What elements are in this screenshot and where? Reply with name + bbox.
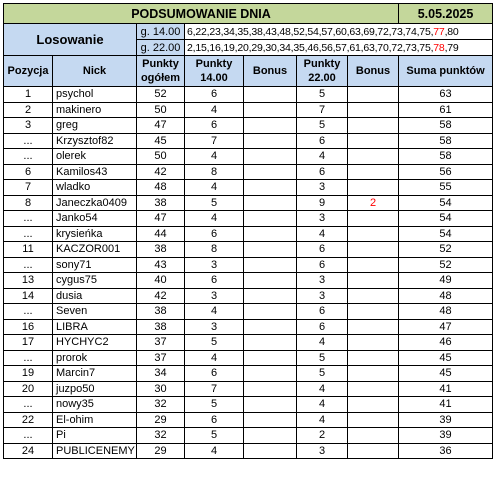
sum-points-cell: 39 xyxy=(399,412,493,428)
sum-points-cell: 39 xyxy=(399,428,493,444)
sum-points-cell: 45 xyxy=(399,350,493,366)
page-title: PODSUMOWANIE DNIA xyxy=(4,4,399,24)
points-14-cell: 3 xyxy=(185,257,244,273)
points-22-cell: 4 xyxy=(297,397,348,413)
ranking-rows xyxy=(4,87,493,459)
points-22-cell: 5 xyxy=(297,350,348,366)
bonus-14-cell xyxy=(244,428,297,444)
position-cell: 1 xyxy=(4,87,53,103)
nick-cell: cygus75 xyxy=(53,273,137,289)
points-22-cell: 6 xyxy=(297,133,348,149)
bonus-22-cell xyxy=(348,443,399,459)
table-row xyxy=(4,335,493,351)
bonus-22-cell xyxy=(348,381,399,397)
position-cell: 14 xyxy=(4,288,53,304)
bonus-14-cell xyxy=(244,133,297,149)
total-points-cell: 38 xyxy=(137,242,185,258)
table-row xyxy=(4,133,493,149)
bonus-14-cell xyxy=(244,87,297,103)
bonus-22-cell xyxy=(348,304,399,320)
table-row xyxy=(4,87,493,103)
points-14-cell: 4 xyxy=(185,149,244,165)
points-14-cell: 6 xyxy=(185,273,244,289)
bonus-22-cell xyxy=(348,133,399,149)
bonus-22-cell xyxy=(348,164,399,180)
nick-cell: Krzysztof82 xyxy=(53,133,137,149)
nick-cell: Janeczka0409 xyxy=(53,195,137,211)
bonus-14-cell xyxy=(244,118,297,134)
draws-label: Losowanie xyxy=(4,24,137,56)
nick-cell: juzpo50 xyxy=(53,381,137,397)
nick-cell: HYCHYC2 xyxy=(53,335,137,351)
nick-cell: makinero xyxy=(53,102,137,118)
nick-cell: krysieńka xyxy=(53,226,137,242)
bonus-14-cell xyxy=(244,180,297,196)
bonus-14-cell xyxy=(244,102,297,118)
points-22-cell: 3 xyxy=(297,211,348,227)
bonus-14-cell xyxy=(244,288,297,304)
total-points-cell: 38 xyxy=(137,319,185,335)
position-cell: 2 xyxy=(4,102,53,118)
sum-points-cell: 54 xyxy=(399,195,493,211)
bonus-14-cell xyxy=(244,273,297,289)
points-22-cell: 6 xyxy=(297,164,348,180)
draw-time-label: g. 14.00 xyxy=(137,24,185,40)
table-row xyxy=(4,257,493,273)
sum-points-cell: 48 xyxy=(399,288,493,304)
total-points-cell: 44 xyxy=(137,226,185,242)
bonus-14-cell xyxy=(244,335,297,351)
total-points-cell: 32 xyxy=(137,428,185,444)
column-header-sum: Suma punktów xyxy=(399,56,493,87)
position-cell: 17 xyxy=(4,335,53,351)
table-row xyxy=(4,102,493,118)
total-points-cell: 38 xyxy=(137,304,185,320)
bonus-14-cell xyxy=(244,226,297,242)
draw-numbers-plain: 2,15,16,19,20,29,30,34,35,46,56,57,61,63,70,72,73,75, xyxy=(187,41,434,54)
bonus-22-cell xyxy=(348,118,399,134)
bonus-14-cell xyxy=(244,195,297,211)
sum-points-cell: 58 xyxy=(399,149,493,165)
points-14-cell: 6 xyxy=(185,87,244,103)
sum-points-cell: 48 xyxy=(399,304,493,320)
nick-cell: Pi xyxy=(53,428,137,444)
total-points-cell: 37 xyxy=(137,335,185,351)
position-cell: 13 xyxy=(4,273,53,289)
nick-cell: dusia xyxy=(53,288,137,304)
column-header-total: Punkty ogółem xyxy=(137,56,185,87)
points-22-cell: 4 xyxy=(297,226,348,242)
points-22-cell: 6 xyxy=(297,319,348,335)
total-points-cell: 52 xyxy=(137,87,185,103)
position-cell: 16 xyxy=(4,319,53,335)
total-points-cell: 47 xyxy=(137,211,185,227)
nick-cell: wladko xyxy=(53,180,137,196)
draw-numbers-tail: ,80 xyxy=(444,25,459,38)
nick-cell: Janko54 xyxy=(53,211,137,227)
table-row xyxy=(4,350,493,366)
position-cell: 6 xyxy=(4,164,53,180)
points-22-cell: 4 xyxy=(297,335,348,351)
total-points-cell: 34 xyxy=(137,366,185,382)
bonus-14-cell xyxy=(244,304,297,320)
bonus-22-cell xyxy=(348,428,399,444)
position-cell: ... xyxy=(4,304,53,320)
position-cell: 24 xyxy=(4,443,53,459)
table-row xyxy=(4,304,493,320)
column-header-position: Pozycja xyxy=(4,56,53,87)
points-14-cell: 6 xyxy=(185,226,244,242)
summary-sheet xyxy=(3,3,492,459)
table-row xyxy=(4,319,493,335)
bonus-22-cell: 2 xyxy=(348,195,399,211)
position-cell: 22 xyxy=(4,412,53,428)
points-22-cell: 5 xyxy=(297,87,348,103)
table-row xyxy=(4,226,493,242)
table-row xyxy=(4,242,493,258)
sum-points-cell: 55 xyxy=(399,180,493,196)
points-14-cell: 4 xyxy=(185,102,244,118)
points-14-cell: 5 xyxy=(185,428,244,444)
table-row xyxy=(4,366,493,382)
nick-cell: Seven xyxy=(53,304,137,320)
total-points-cell: 32 xyxy=(137,397,185,413)
nick-cell: psychol xyxy=(53,87,137,103)
points-14-cell: 8 xyxy=(185,164,244,180)
bonus-22-cell xyxy=(348,412,399,428)
position-cell: 11 xyxy=(4,242,53,258)
bonus-22-cell xyxy=(348,257,399,273)
bonus-22-cell xyxy=(348,319,399,335)
position-cell: 19 xyxy=(4,366,53,382)
total-points-cell: 50 xyxy=(137,102,185,118)
position-cell: ... xyxy=(4,133,53,149)
bonus-14-cell xyxy=(244,242,297,258)
position-cell: ... xyxy=(4,149,53,165)
table-row xyxy=(4,195,493,211)
bonus-14-cell xyxy=(244,381,297,397)
bonus-22-cell xyxy=(348,102,399,118)
nick-cell: sony71 xyxy=(53,257,137,273)
points-14-cell: 5 xyxy=(185,195,244,211)
sum-points-cell: 49 xyxy=(399,273,493,289)
draw-numbers-highlight: 78 xyxy=(433,41,445,54)
position-cell: 8 xyxy=(4,195,53,211)
sum-points-cell: 41 xyxy=(399,381,493,397)
bonus-14-cell xyxy=(244,350,297,366)
position-cell: ... xyxy=(4,257,53,273)
table-row xyxy=(4,397,493,413)
position-cell: ... xyxy=(4,350,53,366)
points-14-cell: 8 xyxy=(185,242,244,258)
points-22-cell: 5 xyxy=(297,366,348,382)
total-points-cell: 43 xyxy=(137,257,185,273)
bonus-22-cell xyxy=(348,87,399,103)
sum-points-cell: 52 xyxy=(399,242,493,258)
table-row xyxy=(4,149,493,165)
sum-points-cell: 58 xyxy=(399,133,493,149)
bonus-14-cell xyxy=(244,397,297,413)
draw-numbers xyxy=(185,40,493,56)
points-22-cell: 4 xyxy=(297,381,348,397)
table-row xyxy=(4,412,493,428)
nick-cell: nowy35 xyxy=(53,397,137,413)
nick-cell: greg xyxy=(53,118,137,134)
total-points-cell: 42 xyxy=(137,164,185,180)
bonus-22-cell xyxy=(348,242,399,258)
table-row xyxy=(4,288,493,304)
total-points-cell: 47 xyxy=(137,118,185,134)
draw-numbers-plain: 6,22,23,34,35,38,43,48,52,54,57,60,63,69,72,73,74,75, xyxy=(187,25,434,38)
title-row xyxy=(4,4,493,24)
table-row xyxy=(4,211,493,227)
bonus-22-cell xyxy=(348,350,399,366)
nick-cell: LIBRA xyxy=(53,319,137,335)
sum-points-cell: 54 xyxy=(399,226,493,242)
points-22-cell: 3 xyxy=(297,273,348,289)
sum-points-cell: 58 xyxy=(399,118,493,134)
total-points-cell: 29 xyxy=(137,443,185,459)
points-14-cell: 3 xyxy=(185,288,244,304)
table-row xyxy=(4,273,493,289)
points-14-cell: 3 xyxy=(185,319,244,335)
draw-numbers-tail: ,79 xyxy=(444,41,459,54)
sum-points-cell: 45 xyxy=(399,366,493,382)
date-cell: 5.05.2025 xyxy=(399,4,493,24)
points-14-cell: 4 xyxy=(185,180,244,196)
points-14-cell: 4 xyxy=(185,443,244,459)
draw-row-1 xyxy=(4,24,493,40)
total-points-cell: 38 xyxy=(137,195,185,211)
points-22-cell: 3 xyxy=(297,288,348,304)
bonus-14-cell xyxy=(244,164,297,180)
sum-points-cell: 47 xyxy=(399,319,493,335)
total-points-cell: 37 xyxy=(137,350,185,366)
points-14-cell: 7 xyxy=(185,381,244,397)
bonus-14-cell xyxy=(244,211,297,227)
column-header-nick: Nick xyxy=(53,56,137,87)
points-22-cell: 9 xyxy=(297,195,348,211)
draw-time-label: g. 22.00 xyxy=(137,40,185,56)
position-cell: 3 xyxy=(4,118,53,134)
points-22-cell: 3 xyxy=(297,180,348,196)
bonus-14-cell xyxy=(244,443,297,459)
points-14-cell: 5 xyxy=(185,397,244,413)
points-14-cell: 6 xyxy=(185,118,244,134)
points-14-cell: 7 xyxy=(185,133,244,149)
nick-cell: Kamilos43 xyxy=(53,164,137,180)
total-points-cell: 40 xyxy=(137,273,185,289)
bonus-22-cell xyxy=(348,273,399,289)
bonus-14-cell xyxy=(244,412,297,428)
total-points-cell: 42 xyxy=(137,288,185,304)
draw-numbers-highlight: 77 xyxy=(433,25,445,38)
draw-numbers xyxy=(185,24,493,40)
sum-points-cell: 54 xyxy=(399,211,493,227)
summary-table xyxy=(3,3,493,459)
column-header-points-22: Punkty 22.00 xyxy=(297,56,348,87)
sum-points-cell: 61 xyxy=(399,102,493,118)
total-points-cell: 50 xyxy=(137,149,185,165)
position-cell: 20 xyxy=(4,381,53,397)
points-22-cell: 3 xyxy=(297,443,348,459)
sum-points-cell: 36 xyxy=(399,443,493,459)
bonus-22-cell xyxy=(348,180,399,196)
position-cell: 7 xyxy=(4,180,53,196)
total-points-cell: 29 xyxy=(137,412,185,428)
bonus-22-cell xyxy=(348,211,399,227)
sum-points-cell: 41 xyxy=(399,397,493,413)
sum-points-cell: 52 xyxy=(399,257,493,273)
nick-cell: PUBLICENEMY xyxy=(53,443,137,459)
nick-cell: Marcin7 xyxy=(53,366,137,382)
position-cell: ... xyxy=(4,226,53,242)
points-14-cell: 4 xyxy=(185,350,244,366)
total-points-cell: 48 xyxy=(137,180,185,196)
bonus-22-cell xyxy=(348,288,399,304)
sum-points-cell: 46 xyxy=(399,335,493,351)
position-cell: ... xyxy=(4,428,53,444)
nick-cell: KACZOR001 xyxy=(53,242,137,258)
column-header-bonus-22: Bonus xyxy=(348,56,399,87)
column-header-points-14: Punkty 14.00 xyxy=(185,56,244,87)
nick-cell: prorok xyxy=(53,350,137,366)
points-22-cell: 6 xyxy=(297,257,348,273)
points-14-cell: 6 xyxy=(185,412,244,428)
total-points-cell: 45 xyxy=(137,133,185,149)
points-14-cell: 5 xyxy=(185,335,244,351)
bonus-22-cell xyxy=(348,149,399,165)
bonus-22-cell xyxy=(348,226,399,242)
points-22-cell: 6 xyxy=(297,242,348,258)
table-row xyxy=(4,428,493,444)
bonus-22-cell xyxy=(348,335,399,351)
points-22-cell: 5 xyxy=(297,118,348,134)
bonus-14-cell xyxy=(244,149,297,165)
table-row xyxy=(4,443,493,459)
column-header-row xyxy=(4,56,493,87)
bonus-22-cell xyxy=(348,397,399,413)
sum-points-cell: 63 xyxy=(399,87,493,103)
points-22-cell: 7 xyxy=(297,102,348,118)
table-row xyxy=(4,381,493,397)
nick-cell: El-ohim xyxy=(53,412,137,428)
points-14-cell: 6 xyxy=(185,366,244,382)
table-row xyxy=(4,180,493,196)
points-22-cell: 4 xyxy=(297,149,348,165)
sum-points-cell: 56 xyxy=(399,164,493,180)
bonus-14-cell xyxy=(244,366,297,382)
bonus-14-cell xyxy=(244,319,297,335)
nick-cell: olerek xyxy=(53,149,137,165)
column-header-bonus-14: Bonus xyxy=(244,56,297,87)
points-22-cell: 6 xyxy=(297,304,348,320)
points-22-cell: 2 xyxy=(297,428,348,444)
position-cell: ... xyxy=(4,397,53,413)
position-cell: ... xyxy=(4,211,53,227)
points-22-cell: 4 xyxy=(297,412,348,428)
bonus-22-cell xyxy=(348,366,399,382)
table-row xyxy=(4,164,493,180)
bonus-14-cell xyxy=(244,257,297,273)
total-points-cell: 30 xyxy=(137,381,185,397)
points-14-cell: 4 xyxy=(185,211,244,227)
points-14-cell: 4 xyxy=(185,304,244,320)
table-row xyxy=(4,118,493,134)
